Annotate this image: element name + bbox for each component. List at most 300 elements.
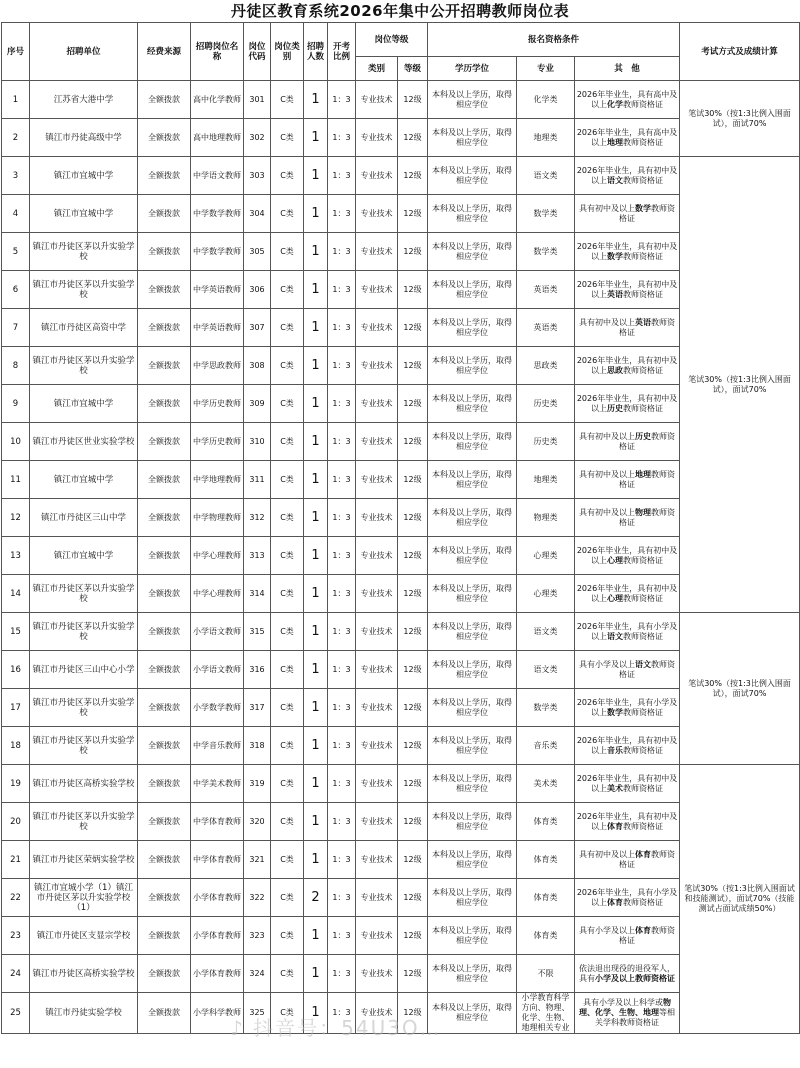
row-post-name: 小学科学教师 (191, 993, 244, 1034)
row-post-type: C类 (271, 157, 304, 195)
row-other-subject: 音乐 (607, 745, 624, 755)
row-other-post: 教师资格证 (619, 925, 676, 945)
row-ratio: 1：3 (328, 879, 356, 917)
row-other-subject: 数学 (607, 707, 624, 717)
row-other-subject: 体育 (635, 925, 652, 935)
row-post-code: 303 (244, 157, 271, 195)
row-other (575, 651, 680, 689)
row-grade-category: 专业技术 (356, 423, 398, 461)
row-seq: 23 (2, 917, 30, 955)
row-other-post: 教师资格证 (623, 821, 664, 831)
row-education: 本科及以上学历，取得相应学位 (428, 81, 517, 119)
row-funding: 全额拨款 (138, 499, 191, 537)
row-grade-category: 专业技术 (356, 233, 398, 271)
table-row (2, 765, 800, 803)
row-other (575, 385, 680, 423)
row-funding: 全额拨款 (138, 385, 191, 423)
row-grade-level: 12级 (398, 803, 428, 841)
row-unit: 镇江市宜城小学（1）镇江市丹徒区茅以升实验学校（1） (30, 879, 138, 917)
row-funding: 全额拨款 (138, 195, 191, 233)
table-row (2, 157, 800, 195)
row-grade-level: 12级 (398, 195, 428, 233)
row-education: 本科及以上学历，取得相应学位 (428, 537, 517, 575)
row-seq: 25 (2, 993, 30, 1034)
row-other-pre: 2026年毕业生，具有初中及以上 (576, 279, 678, 299)
row-major: 语文类 (517, 613, 575, 651)
row-grade-category: 专业技术 (356, 119, 398, 157)
row-post-name: 中学英语教师 (191, 309, 244, 347)
row-funding: 全额拨款 (138, 157, 191, 195)
row-other-subject: 化学 (607, 99, 624, 109)
row-unit: 镇江市丹徒区荣炳实验学校 (30, 841, 138, 879)
row-other (575, 537, 680, 575)
row-post-name: 高中地理教师 (191, 119, 244, 157)
row-other-subject: 语文 (607, 631, 624, 641)
row-other (575, 955, 680, 993)
row-grade-category: 专业技术 (356, 993, 398, 1034)
row-other-subject: 美术 (607, 783, 624, 793)
row-seq: 17 (2, 689, 30, 727)
row-funding: 全额拨款 (138, 309, 191, 347)
row-other-pre: 具有初中及以上 (579, 849, 636, 859)
row-other-post: 教师资格证 (623, 289, 664, 299)
row-unit: 镇江市丹徒区茅以升实验学校 (30, 575, 138, 613)
row-seq: 2 (2, 119, 30, 157)
row-other-post: 教师资格证 (623, 555, 664, 565)
row-funding: 全额拨款 (138, 233, 191, 271)
row-other-pre: 2026年毕业生，具有初中及以上 (576, 545, 678, 565)
row-other (575, 765, 680, 803)
row-other-post: 教师资格证 (623, 251, 664, 261)
row-seq: 18 (2, 727, 30, 765)
row-grade-level: 12级 (398, 423, 428, 461)
row-unit: 镇江市丹徒区茅以升实验学校 (30, 271, 138, 309)
row-major: 地理类 (517, 461, 575, 499)
row-major: 心理类 (517, 575, 575, 613)
row-post-name: 中学心理教师 (191, 537, 244, 575)
row-other (575, 841, 680, 879)
row-other-subject: 数学 (635, 203, 652, 213)
row-count: 1 (304, 727, 328, 765)
row-ratio: 1：3 (328, 461, 356, 499)
row-education: 本科及以上学历，取得相应学位 (428, 423, 517, 461)
row-ratio: 1：3 (328, 841, 356, 879)
row-post-code: 309 (244, 385, 271, 423)
row-unit: 江苏省大港中学 (30, 81, 138, 119)
row-seq: 1 (2, 81, 30, 119)
row-major: 不限 (517, 955, 575, 993)
row-post-type: C类 (271, 385, 304, 423)
row-count: 1 (304, 841, 328, 879)
exam-method: 笔试30%（按1:3比例入围面试和技能测试），面试70%（技能测试占面试成绩50%） (680, 765, 800, 1034)
row-other (575, 689, 680, 727)
row-post-name: 小学体育教师 (191, 917, 244, 955)
row-other-subject: 物理 (635, 507, 652, 517)
row-post-type: C类 (271, 575, 304, 613)
row-count: 1 (304, 385, 328, 423)
row-count: 1 (304, 119, 328, 157)
row-other-subject: 思政 (607, 365, 624, 375)
row-other (575, 81, 680, 119)
row-unit: 镇江市丹徒区茅以升实验学校 (30, 233, 138, 271)
row-major: 心理类 (517, 537, 575, 575)
row-funding: 全额拨款 (138, 271, 191, 309)
exam-method: 笔试30%（按1:3比例入围面试），面试70% (680, 613, 800, 765)
row-post-type: C类 (271, 689, 304, 727)
row-funding: 全额拨款 (138, 727, 191, 765)
row-post-code: 304 (244, 195, 271, 233)
row-post-name: 小学数学教师 (191, 689, 244, 727)
row-post-type: C类 (271, 841, 304, 879)
row-count: 1 (304, 499, 328, 537)
header-qualification-group: 报名资格条件 (428, 23, 680, 57)
row-other-pre: 具有初中及以上 (579, 431, 636, 441)
row-grade-level: 12级 (398, 993, 428, 1034)
row-grade-category: 专业技术 (356, 727, 398, 765)
row-grade-category: 专业技术 (356, 575, 398, 613)
row-grade-level: 12级 (398, 385, 428, 423)
header-post-name: 招聘岗位名称 (191, 23, 244, 81)
header-grade-category: 类别 (356, 57, 398, 81)
row-unit: 镇江市丹徒高级中学 (30, 119, 138, 157)
row-ratio: 1：3 (328, 955, 356, 993)
row-grade-level: 12级 (398, 689, 428, 727)
row-education: 本科及以上学历，取得相应学位 (428, 917, 517, 955)
row-grade-level: 12级 (398, 81, 428, 119)
row-other-post: 等相关学科教师资格证 (595, 1008, 676, 1027)
row-post-name: 高中化学教师 (191, 81, 244, 119)
row-funding: 全额拨款 (138, 347, 191, 385)
row-post-name: 中学数学教师 (191, 233, 244, 271)
row-funding: 全额拨款 (138, 955, 191, 993)
row-post-code: 314 (244, 575, 271, 613)
row-unit: 镇江市丹徒区茅以升实验学校 (30, 803, 138, 841)
row-grade-category: 专业技术 (356, 689, 398, 727)
header-post-type: 岗位类别 (271, 23, 304, 81)
row-post-name: 中学心理教师 (191, 575, 244, 613)
row-count: 1 (304, 461, 328, 499)
row-post-code: 310 (244, 423, 271, 461)
row-other-subject: 数学 (607, 251, 624, 261)
row-count: 1 (304, 233, 328, 271)
row-post-type: C类 (271, 195, 304, 233)
row-other-pre: 2026年毕业生，具有初中及以上 (576, 735, 678, 755)
row-post-code: 311 (244, 461, 271, 499)
row-other (575, 461, 680, 499)
row-grade-level: 12级 (398, 537, 428, 575)
row-seq: 19 (2, 765, 30, 803)
row-post-code: 302 (244, 119, 271, 157)
row-grade-category: 专业技术 (356, 385, 398, 423)
row-post-name: 小学语文教师 (191, 651, 244, 689)
row-ratio: 1：3 (328, 613, 356, 651)
row-other-post: 教师资格证 (619, 469, 676, 489)
row-count: 1 (304, 157, 328, 195)
row-post-code: 324 (244, 955, 271, 993)
row-ratio: 1：3 (328, 385, 356, 423)
row-post-code: 315 (244, 613, 271, 651)
row-education: 本科及以上学历，取得相应学位 (428, 119, 517, 157)
header-exam: 考试方式及成绩计算 (680, 23, 800, 81)
row-education: 本科及以上学历，取得相应学位 (428, 727, 517, 765)
row-grade-category: 专业技术 (356, 917, 398, 955)
row-funding: 全额拨款 (138, 651, 191, 689)
row-post-code: 307 (244, 309, 271, 347)
row-seq: 11 (2, 461, 30, 499)
header-unit: 招聘单位 (30, 23, 138, 81)
row-unit: 镇江市丹徒区三山中心小学 (30, 651, 138, 689)
row-post-type: C类 (271, 271, 304, 309)
row-grade-category: 专业技术 (356, 309, 398, 347)
row-funding: 全额拨款 (138, 879, 191, 917)
row-post-type: C类 (271, 499, 304, 537)
row-ratio: 1：3 (328, 765, 356, 803)
row-post-name: 中学音乐教师 (191, 727, 244, 765)
row-other-post: 教师资格证 (623, 175, 664, 185)
row-major: 体育类 (517, 917, 575, 955)
row-other-pre: 2026年毕业生，具有小学及以上 (576, 697, 678, 717)
row-other (575, 271, 680, 309)
row-post-type: C类 (271, 613, 304, 651)
row-grade-level: 12级 (398, 347, 428, 385)
row-count: 1 (304, 423, 328, 461)
row-seq: 9 (2, 385, 30, 423)
row-post-name: 中学体育教师 (191, 841, 244, 879)
row-post-type: C类 (271, 309, 304, 347)
row-other (575, 423, 680, 461)
row-major: 思政类 (517, 347, 575, 385)
row-unit: 镇江市丹徒实验学校 (30, 993, 138, 1034)
row-post-code: 306 (244, 271, 271, 309)
row-post-code: 323 (244, 917, 271, 955)
row-other-pre: 具有小学及以上科学或 (583, 998, 664, 1007)
row-grade-level: 12级 (398, 651, 428, 689)
row-other-pre: 依法退出现役的退役军人，具有 (579, 963, 676, 983)
row-unit: 镇江市宜城中学 (30, 195, 138, 233)
row-other-post: 教师资格证 (619, 317, 676, 337)
row-education: 本科及以上学历，取得相应学位 (428, 765, 517, 803)
row-other-post: 教师资格证 (623, 707, 664, 717)
row-post-type: C类 (271, 119, 304, 157)
row-other (575, 993, 680, 1034)
header-seq: 序号 (2, 23, 30, 81)
row-post-name: 中学历史教师 (191, 423, 244, 461)
row-other (575, 195, 680, 233)
row-other-pre: 2026年毕业生，具有初中及以上 (576, 241, 678, 261)
row-ratio: 1：3 (328, 803, 356, 841)
row-ratio: 1：3 (328, 537, 356, 575)
row-grade-level: 12级 (398, 613, 428, 651)
row-post-code: 321 (244, 841, 271, 879)
row-other-subject: 体育 (607, 821, 624, 831)
row-ratio: 1：3 (328, 689, 356, 727)
row-other (575, 119, 680, 157)
row-other-subject: 英语 (607, 289, 624, 299)
row-count: 1 (304, 575, 328, 613)
row-other (575, 499, 680, 537)
row-other-pre: 具有小学及以上 (579, 925, 636, 935)
row-count: 1 (304, 765, 328, 803)
row-major: 化学类 (517, 81, 575, 119)
row-education: 本科及以上学历，取得相应学位 (428, 347, 517, 385)
row-major: 语文类 (517, 157, 575, 195)
row-other-post: 教师资格证 (623, 631, 664, 641)
row-other-pre: 2026年毕业生，具有小学及以上 (576, 887, 678, 907)
row-other-post: 教师资格证 (623, 403, 664, 413)
row-seq: 13 (2, 537, 30, 575)
row-funding: 全额拨款 (138, 575, 191, 613)
row-other-post: 教师资格证 (619, 507, 676, 527)
row-post-name: 中学思政教师 (191, 347, 244, 385)
row-other-subject: 历史 (635, 431, 652, 441)
row-other-post: 教师资格证 (623, 593, 664, 603)
row-ratio: 1：3 (328, 195, 356, 233)
row-post-code: 322 (244, 879, 271, 917)
row-grade-level: 12级 (398, 119, 428, 157)
exam-method: 笔试30%（按1:3比例入围面试），面试70% (680, 81, 800, 157)
row-other-subject: 历史 (607, 403, 624, 413)
row-education: 本科及以上学历，取得相应学位 (428, 233, 517, 271)
row-post-type: C类 (271, 347, 304, 385)
row-ratio: 1：3 (328, 347, 356, 385)
row-other-subject: 体育 (635, 849, 652, 859)
row-other-subject: 心理 (607, 593, 624, 603)
row-education: 本科及以上学历，取得相应学位 (428, 613, 517, 651)
exam-method: 笔试30%（按1:3比例入围面试），面试70% (680, 157, 800, 613)
row-grade-level: 12级 (398, 727, 428, 765)
row-grade-category: 专业技术 (356, 499, 398, 537)
row-grade-level: 12级 (398, 917, 428, 955)
row-post-name: 中学体育教师 (191, 803, 244, 841)
row-count: 1 (304, 195, 328, 233)
row-education: 本科及以上学历，取得相应学位 (428, 689, 517, 727)
row-other-pre: 2026年毕业生，具有初中及以上 (576, 165, 678, 185)
row-other-subject: 语文 (607, 175, 624, 185)
row-grade-category: 专业技术 (356, 537, 398, 575)
row-seq: 3 (2, 157, 30, 195)
row-ratio: 1：3 (328, 499, 356, 537)
row-grade-level: 12级 (398, 309, 428, 347)
row-other (575, 727, 680, 765)
row-count: 1 (304, 651, 328, 689)
row-count: 1 (304, 537, 328, 575)
row-other-pre: 具有初中及以上 (579, 203, 636, 213)
header-post-code: 岗位代码 (244, 23, 271, 81)
row-funding: 全额拨款 (138, 765, 191, 803)
row-seq: 21 (2, 841, 30, 879)
row-grade-category: 专业技术 (356, 879, 398, 917)
header-grade-level: 等级 (398, 57, 428, 81)
row-funding: 全额拨款 (138, 841, 191, 879)
row-post-code: 316 (244, 651, 271, 689)
row-other-post: 教师资格证 (623, 99, 664, 109)
row-seq: 20 (2, 803, 30, 841)
row-seq: 7 (2, 309, 30, 347)
row-post-code: 308 (244, 347, 271, 385)
row-post-name: 中学英语教师 (191, 271, 244, 309)
row-other-subject: 物理、化学、生物、地理 (579, 998, 672, 1017)
row-funding: 全额拨款 (138, 613, 191, 651)
row-other-pre: 2026年毕业生，具有小学及以上 (576, 621, 678, 641)
row-seq: 5 (2, 233, 30, 271)
row-funding: 全额拨款 (138, 461, 191, 499)
row-post-name: 小学语文教师 (191, 613, 244, 651)
row-education: 本科及以上学历，取得相应学位 (428, 841, 517, 879)
row-major: 物理类 (517, 499, 575, 537)
row-grade-level: 12级 (398, 575, 428, 613)
row-grade-category: 专业技术 (356, 955, 398, 993)
row-grade-level: 12级 (398, 879, 428, 917)
row-major: 体育类 (517, 803, 575, 841)
row-ratio: 1：3 (328, 651, 356, 689)
row-funding: 全额拨款 (138, 537, 191, 575)
row-other-post: 教师资格证 (623, 137, 664, 147)
row-seq: 16 (2, 651, 30, 689)
row-grade-level: 12级 (398, 765, 428, 803)
row-major: 美术类 (517, 765, 575, 803)
row-seq: 12 (2, 499, 30, 537)
row-other (575, 803, 680, 841)
row-count: 1 (304, 613, 328, 651)
row-unit: 镇江市丹徒区茅以升实验学校 (30, 689, 138, 727)
row-seq: 14 (2, 575, 30, 613)
row-other (575, 879, 680, 917)
row-post-code: 317 (244, 689, 271, 727)
row-ratio: 1：3 (328, 727, 356, 765)
row-post-code: 312 (244, 499, 271, 537)
header-grade-group: 岗位等级 (356, 23, 428, 57)
row-major: 体育类 (517, 841, 575, 879)
row-unit: 镇江市宜城中学 (30, 385, 138, 423)
row-funding: 全额拨款 (138, 81, 191, 119)
row-major: 体育类 (517, 879, 575, 917)
row-education: 本科及以上学历，取得相应学位 (428, 157, 517, 195)
row-unit: 镇江市丹徒区三山中学 (30, 499, 138, 537)
row-grade-category: 专业技术 (356, 613, 398, 651)
row-unit: 镇江市丹徒区高桥实验学校 (30, 765, 138, 803)
row-other-post: 教师资格证 (623, 365, 664, 375)
row-grade-level: 12级 (398, 271, 428, 309)
row-grade-category: 专业技术 (356, 765, 398, 803)
row-other-post: 教师资格证 (619, 849, 676, 869)
row-major: 英语类 (517, 271, 575, 309)
row-other-pre: 2026年毕业生，具有初中及以上 (576, 393, 678, 413)
row-post-code: 313 (244, 537, 271, 575)
row-other-pre: 2026年毕业生，具有初中及以上 (576, 583, 678, 603)
row-major: 小学教育科学方向、物理、化学、生物、地理相关专业 (517, 993, 575, 1034)
row-unit: 镇江市丹徒区高资中学 (30, 309, 138, 347)
row-ratio: 1：3 (328, 271, 356, 309)
row-education: 本科及以上学历，取得相应学位 (428, 385, 517, 423)
row-other-pre: 具有初中及以上 (579, 317, 636, 327)
row-post-code: 325 (244, 993, 271, 1034)
row-education: 本科及以上学历，取得相应学位 (428, 879, 517, 917)
row-other-pre: 2026年毕业生，具有高中及以上 (576, 89, 678, 109)
row-education: 本科及以上学历，取得相应学位 (428, 271, 517, 309)
row-post-name: 中学地理教师 (191, 461, 244, 499)
header-other: 其 他 (575, 57, 680, 81)
row-major: 数学类 (517, 689, 575, 727)
row-other-pre: 具有初中及以上 (579, 469, 636, 479)
row-education: 本科及以上学历，取得相应学位 (428, 461, 517, 499)
row-ratio: 1：3 (328, 157, 356, 195)
row-post-code: 301 (244, 81, 271, 119)
row-other-pre: 具有小学及以上 (579, 659, 636, 669)
row-post-type: C类 (271, 803, 304, 841)
row-count: 1 (304, 81, 328, 119)
row-post-type: C类 (271, 765, 304, 803)
watermark: ♪ 抖音号：54U3O… (230, 1016, 442, 1040)
